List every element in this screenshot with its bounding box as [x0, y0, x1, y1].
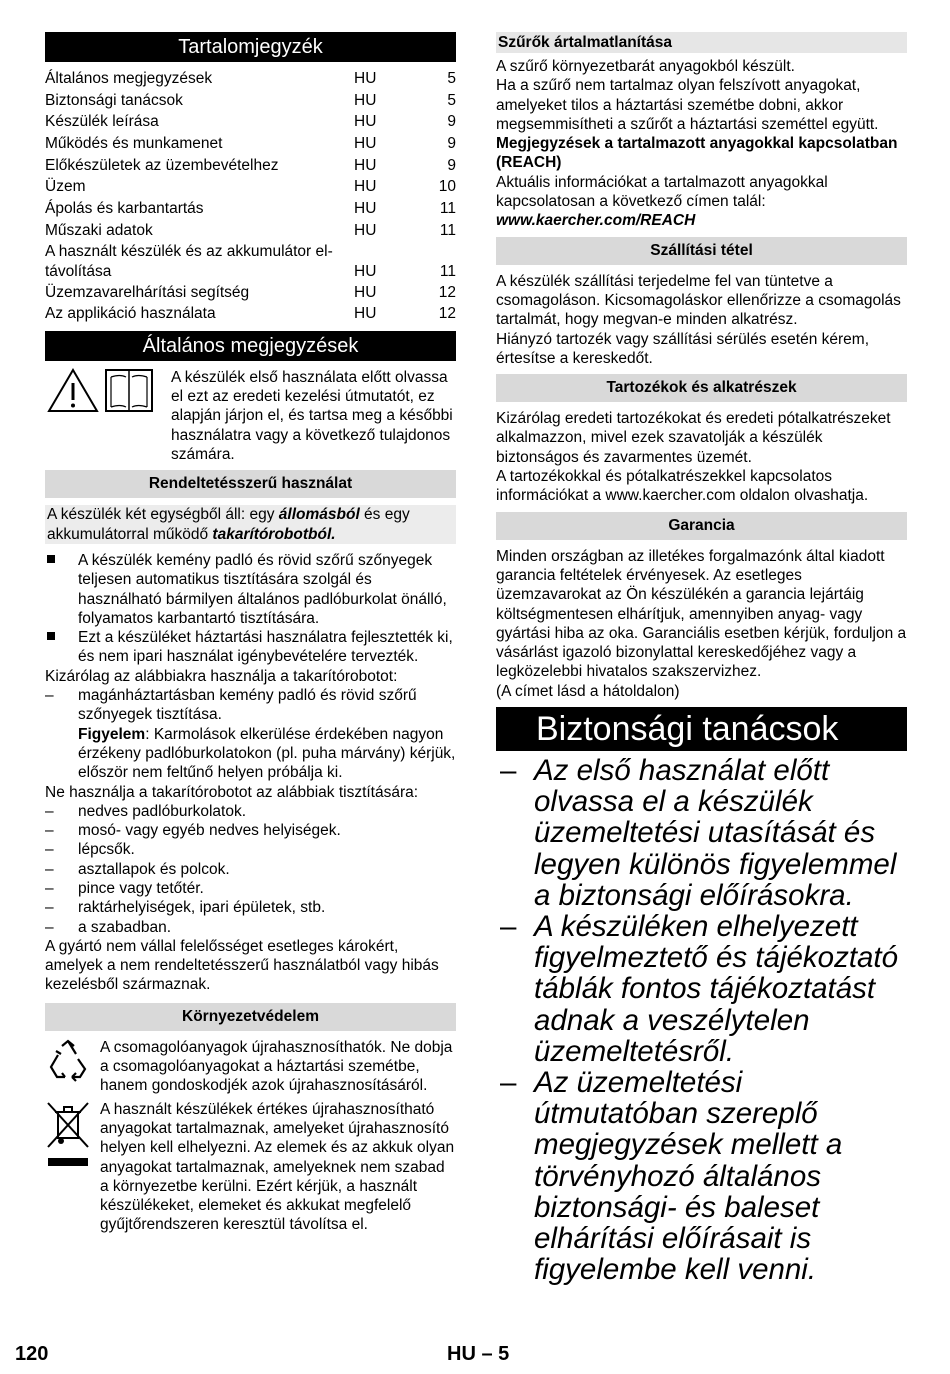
warning-manual-icon: [45, 367, 155, 415]
toc-row-title-line: A használt készülék és az akkumulátor el-: [45, 242, 333, 260]
dash: –: [45, 687, 54, 705]
dash: –: [500, 1066, 517, 1100]
environment-heading: Környezetvédelem: [45, 1003, 456, 1031]
list-item: [45, 898, 456, 917]
toc-row[interactable]: [45, 90, 456, 112]
toc-row[interactable]: [45, 176, 456, 198]
toc-row-page: 5: [447, 70, 456, 87]
toc-row-page: 9: [447, 113, 456, 131]
not-item-text: pince vagy tetőtér.: [78, 880, 204, 897]
list-item: [45, 879, 456, 898]
dash: –: [45, 880, 54, 897]
dash: –: [500, 910, 517, 944]
toc-row[interactable]: [45, 220, 456, 242]
device-disposal-notice: [45, 1100, 456, 1235]
accessories-heading: Tartozékok és alkatrészek: [496, 374, 907, 402]
toc-row-lang: HU: [354, 113, 377, 131]
toc-row-page: 11: [439, 262, 456, 280]
toc-row-title: Általános megjegyzések: [45, 70, 213, 87]
toc-row[interactable]: [45, 282, 456, 304]
safety-list: [496, 755, 907, 1285]
toc-row-lang: HU: [354, 283, 377, 301]
filters-heading: Szűrők ártalmatlanítása: [496, 32, 907, 53]
list-item: [496, 755, 907, 911]
toc-row[interactable]: [45, 242, 456, 282]
toc-row-page: 9: [447, 135, 456, 153]
general-text: A készülék első használata előtt olvassa el ezt az eredeti kezelési útmutatót, ez alapján járjon el, és tartsa meg a későbbi használatra vagy a következő tulajdonos számára.: [171, 368, 453, 464]
dash: –: [45, 860, 54, 878]
right-column: [496, 32, 907, 1285]
recycle-icon: [45, 1038, 91, 1084]
toc-row-title: Műszaki adatok: [45, 221, 153, 239]
toc-row-lang: HU: [354, 91, 377, 109]
reach-heading: Megjegyzések a tartalmazott anyagokkal kapcsolatban (REACH): [496, 135, 898, 172]
toc-row-page: 9: [447, 156, 456, 174]
bullet-text: Ezt a készüléket háztartási használatra fejlesztették ki, és nem ipari használat igénybevételére tervezték.: [78, 629, 453, 666]
section-page-number: HU – 5: [447, 1343, 510, 1365]
intro-robot: takarítórobotból.: [212, 525, 336, 543]
list-item: [496, 1067, 907, 1285]
intended-intro: [45, 505, 456, 544]
toc-row-lang: HU: [354, 305, 377, 323]
warranty-p1: Minden országban az illetékes forgalmazónk által kiadott garancia feltételek érvényesek. Az esetleges üzemzavarokat az Ön készülékén a garancia lejártáig költségmentesen elhárítjuk, amennyiben anyag- vagy gyártási hiba az oka. Garanciális esetben kérjük, forduljon a vásárlást igazoló bizonylattal kereskedőjéhez vagy a legközelebbi hivatalos szakszervizhez.: [496, 547, 907, 681]
reach-link[interactable]: www.kaercher.com/REACH: [496, 212, 696, 230]
list-item: [45, 628, 456, 667]
warranty-p2: (A címet lásd a hátoldalon): [496, 682, 680, 700]
safety-item-text: A készüléken elhelyezett figyelmeztető és tájékoztató táblák fontos tájékoztatást adnak a veszélytelen üzemeltetésről.: [534, 910, 899, 1068]
toc-row[interactable]: [45, 155, 456, 177]
list-item: [45, 551, 456, 628]
bullet-square: [45, 551, 78, 628]
toc-row[interactable]: [45, 133, 456, 155]
list-item: [45, 802, 456, 821]
liability-text: A gyártó nem vállal felelősséget esetleges károkért, amelyek a nem rendeltetésszerű használatból vagy hibás kezelésből származnak.: [45, 937, 439, 994]
delivery-p1: A készülék szállítási terjedelme fel van tüntetve a csomagoláson. Kicsomagoláskor ellenőrizze a csomagolás tartalmát, hogy megvan-e minden alkatrész.: [496, 272, 901, 329]
only-for-text: Kizárólag az alábbiakra használja a takarítórobotot:: [45, 667, 398, 685]
accessories-p1: Kizárólag eredeti tartozékokat és eredeti pótalkatrészeket alkalmazzon, mivel ezek szavatolják a készülék biztonságos és zavarmentes üzemét.: [496, 410, 891, 466]
toc-row[interactable]: [45, 303, 456, 325]
toc-row-page: 11: [439, 200, 456, 218]
intro-text: és egy akkumulátorral működő: [47, 506, 410, 543]
toc-row-title: Biztonsági tanácsok: [45, 91, 183, 109]
attention-text: : Karmolások elkerülése érdekében nagyon érzékeny padlóburkolatokon (pl. puha márvány) kérjük, először nem feltűnő helyen próbálja ki.: [78, 725, 456, 782]
toc-row-page: 10: [438, 178, 456, 196]
toc-row-lang: HU: [354, 221, 377, 239]
toc-row-lang: HU: [354, 200, 377, 218]
safety-item-text: Az első használat előtt olvassa el a készülék üzemeltetési utasítását és legyen különös figyelemmel a biztonsági előírásokra.: [534, 754, 897, 912]
toc-row-title: Üzem: [45, 178, 86, 196]
attention-label: Figyelem: [78, 725, 146, 743]
not-item-text: raktárhelyiségek, ipari épületek, stb.: [78, 899, 326, 917]
not-item-text: mosó- vagy egyéb nedves helyiségek.: [78, 822, 341, 840]
packaging-text: A csomagolóanyagok újrahasznosíthatók. Ne dobja a csomagolóanyagokat a háztartási szemétbe, hanem gondoskodjék azok újrahasznosításáról.: [100, 1038, 453, 1095]
warranty-heading: Garancia: [496, 512, 907, 540]
dash: –: [500, 754, 517, 788]
toc-row-lang: HU: [354, 156, 377, 174]
not-item-text: asztallapok és polcok.: [78, 860, 230, 878]
not-for-text: Ne használja a takarítórobotot az alábbiak tisztítására:: [45, 783, 419, 801]
not-item-text: nedves padlóburkolatok.: [78, 802, 247, 820]
reach-text: Aktuális információkat a tartalmazott anyagokkal kapcsolatosan a következő címen talál:: [496, 173, 828, 211]
toc-row-title: Üzemzavarelhárítási segítség: [45, 283, 250, 301]
toc-row-title: Előkészületek az üzembevételhez: [45, 156, 279, 174]
delivery-heading: Szállítási tétel: [496, 237, 907, 265]
page-number: 120: [15, 1343, 49, 1365]
accessories-p2: A tartozékokkal és pótalkatrészekkel kapcsolatos információkat a www.kaercher.com oldalon olvashatja.: [496, 468, 869, 505]
devices-text: A használt készülékek értékes újrahasznosítható anyagokat tartalmaznak, amelyeket újrahasznosító helyen kell elhelyezni. Az elemek és az akkuk olyan anyagokat tartalmaznak, amelyeknek nem szabad a környezetbe kerülni. Ezért kérjük, a használt készülékeket, elemeket és akkukat megfelelő gyűjtőrendszeren keresztül távolítsa el.: [100, 1100, 455, 1234]
toc-row-lang: HU: [354, 262, 377, 280]
safety-item-text: Az üzemeltetési útmutatóban szereplő megjegyzések mellett a törvényhozó általános biztonsági- és baleset elhárítási előírásait is figyelembe kell venni.: [534, 1066, 843, 1287]
general-notice: [45, 367, 456, 464]
intro-text: A készülék két egységből áll: egy: [47, 506, 279, 524]
toc-row-lang: HU: [354, 70, 377, 87]
list-item: [45, 860, 456, 879]
bullet-text: A készülék kemény padló és rövid szőrű szőnyegek teljesen automatikus tisztítására szolgál és használható bármilyen általános padlóburkolat önálló, folyamatos karbantartó tisztítására.: [78, 551, 447, 627]
toc-row-lang: HU: [354, 178, 377, 196]
list-item: [45, 840, 456, 859]
list-item: [45, 686, 456, 782]
list-item: [45, 821, 456, 840]
toc-list: [45, 68, 456, 325]
toc-row-title: Működés és munkamenet: [45, 135, 223, 153]
toc-row[interactable]: [45, 68, 456, 90]
packaging-notice: [45, 1038, 456, 1096]
toc-row-page: 5: [447, 91, 456, 109]
toc-row-lang: HU: [354, 135, 377, 153]
filters-p1: A szűrő környezetbarát anyagokból készült.: [496, 58, 795, 75]
toc-row-title-line: távolítása: [45, 262, 112, 280]
toc-row[interactable]: [45, 111, 456, 133]
filters-p2: Ha a szűrő nem tartalmaz olyan felszívott anyagokat, amelyeket tilos a háztartási szemétbe dobni, akkor megsemmisítheti a szűrőt a háztartási szeméttel együtt.: [496, 77, 879, 133]
toc-row-page: 11: [439, 221, 456, 239]
not-item-text: a szabadban.: [78, 918, 172, 936]
left-column: [45, 32, 456, 1235]
attention-note: [78, 725, 456, 783]
toc-row-title: Ápolás és karbantartás: [45, 200, 204, 218]
dash: –: [45, 899, 54, 917]
dash: –: [45, 918, 54, 936]
toc-row-title: Az applikáció használata: [45, 305, 216, 323]
dash: –: [45, 841, 54, 859]
use-item-text: magánháztartásban kemény padló és rövid szőrű szőnyegek tisztítása.: [78, 687, 417, 724]
toc-heading: Tartalomjegyzék: [45, 32, 456, 62]
dash: –: [45, 822, 54, 840]
safety-heading: Biztonsági tanácsok: [496, 707, 907, 751]
not-item-text: lépcsők.: [78, 841, 135, 859]
toc-row-title: [45, 242, 354, 282]
bullet-square: [45, 628, 78, 667]
toc-row-title: Készülék leírása: [45, 113, 159, 131]
general-heading: Általános megjegyzések: [45, 331, 456, 361]
toc-row-page: 12: [438, 305, 456, 323]
list-item: [45, 918, 456, 937]
list-item: [496, 911, 907, 1067]
toc-row[interactable]: [45, 198, 456, 220]
icon-group: [45, 367, 171, 464]
toc-row-page: 12: [438, 283, 456, 301]
crossed-bin-icon: [45, 1100, 91, 1170]
intended-use-heading: Rendeltetésszerű használat: [45, 470, 456, 498]
dash: –: [45, 802, 54, 820]
intro-station: állomásból: [278, 506, 360, 524]
delivery-p2: Hiányzó tartozék vagy szállítási sérülés esetén kérem, értesítse a kereskedőt.: [496, 330, 870, 367]
